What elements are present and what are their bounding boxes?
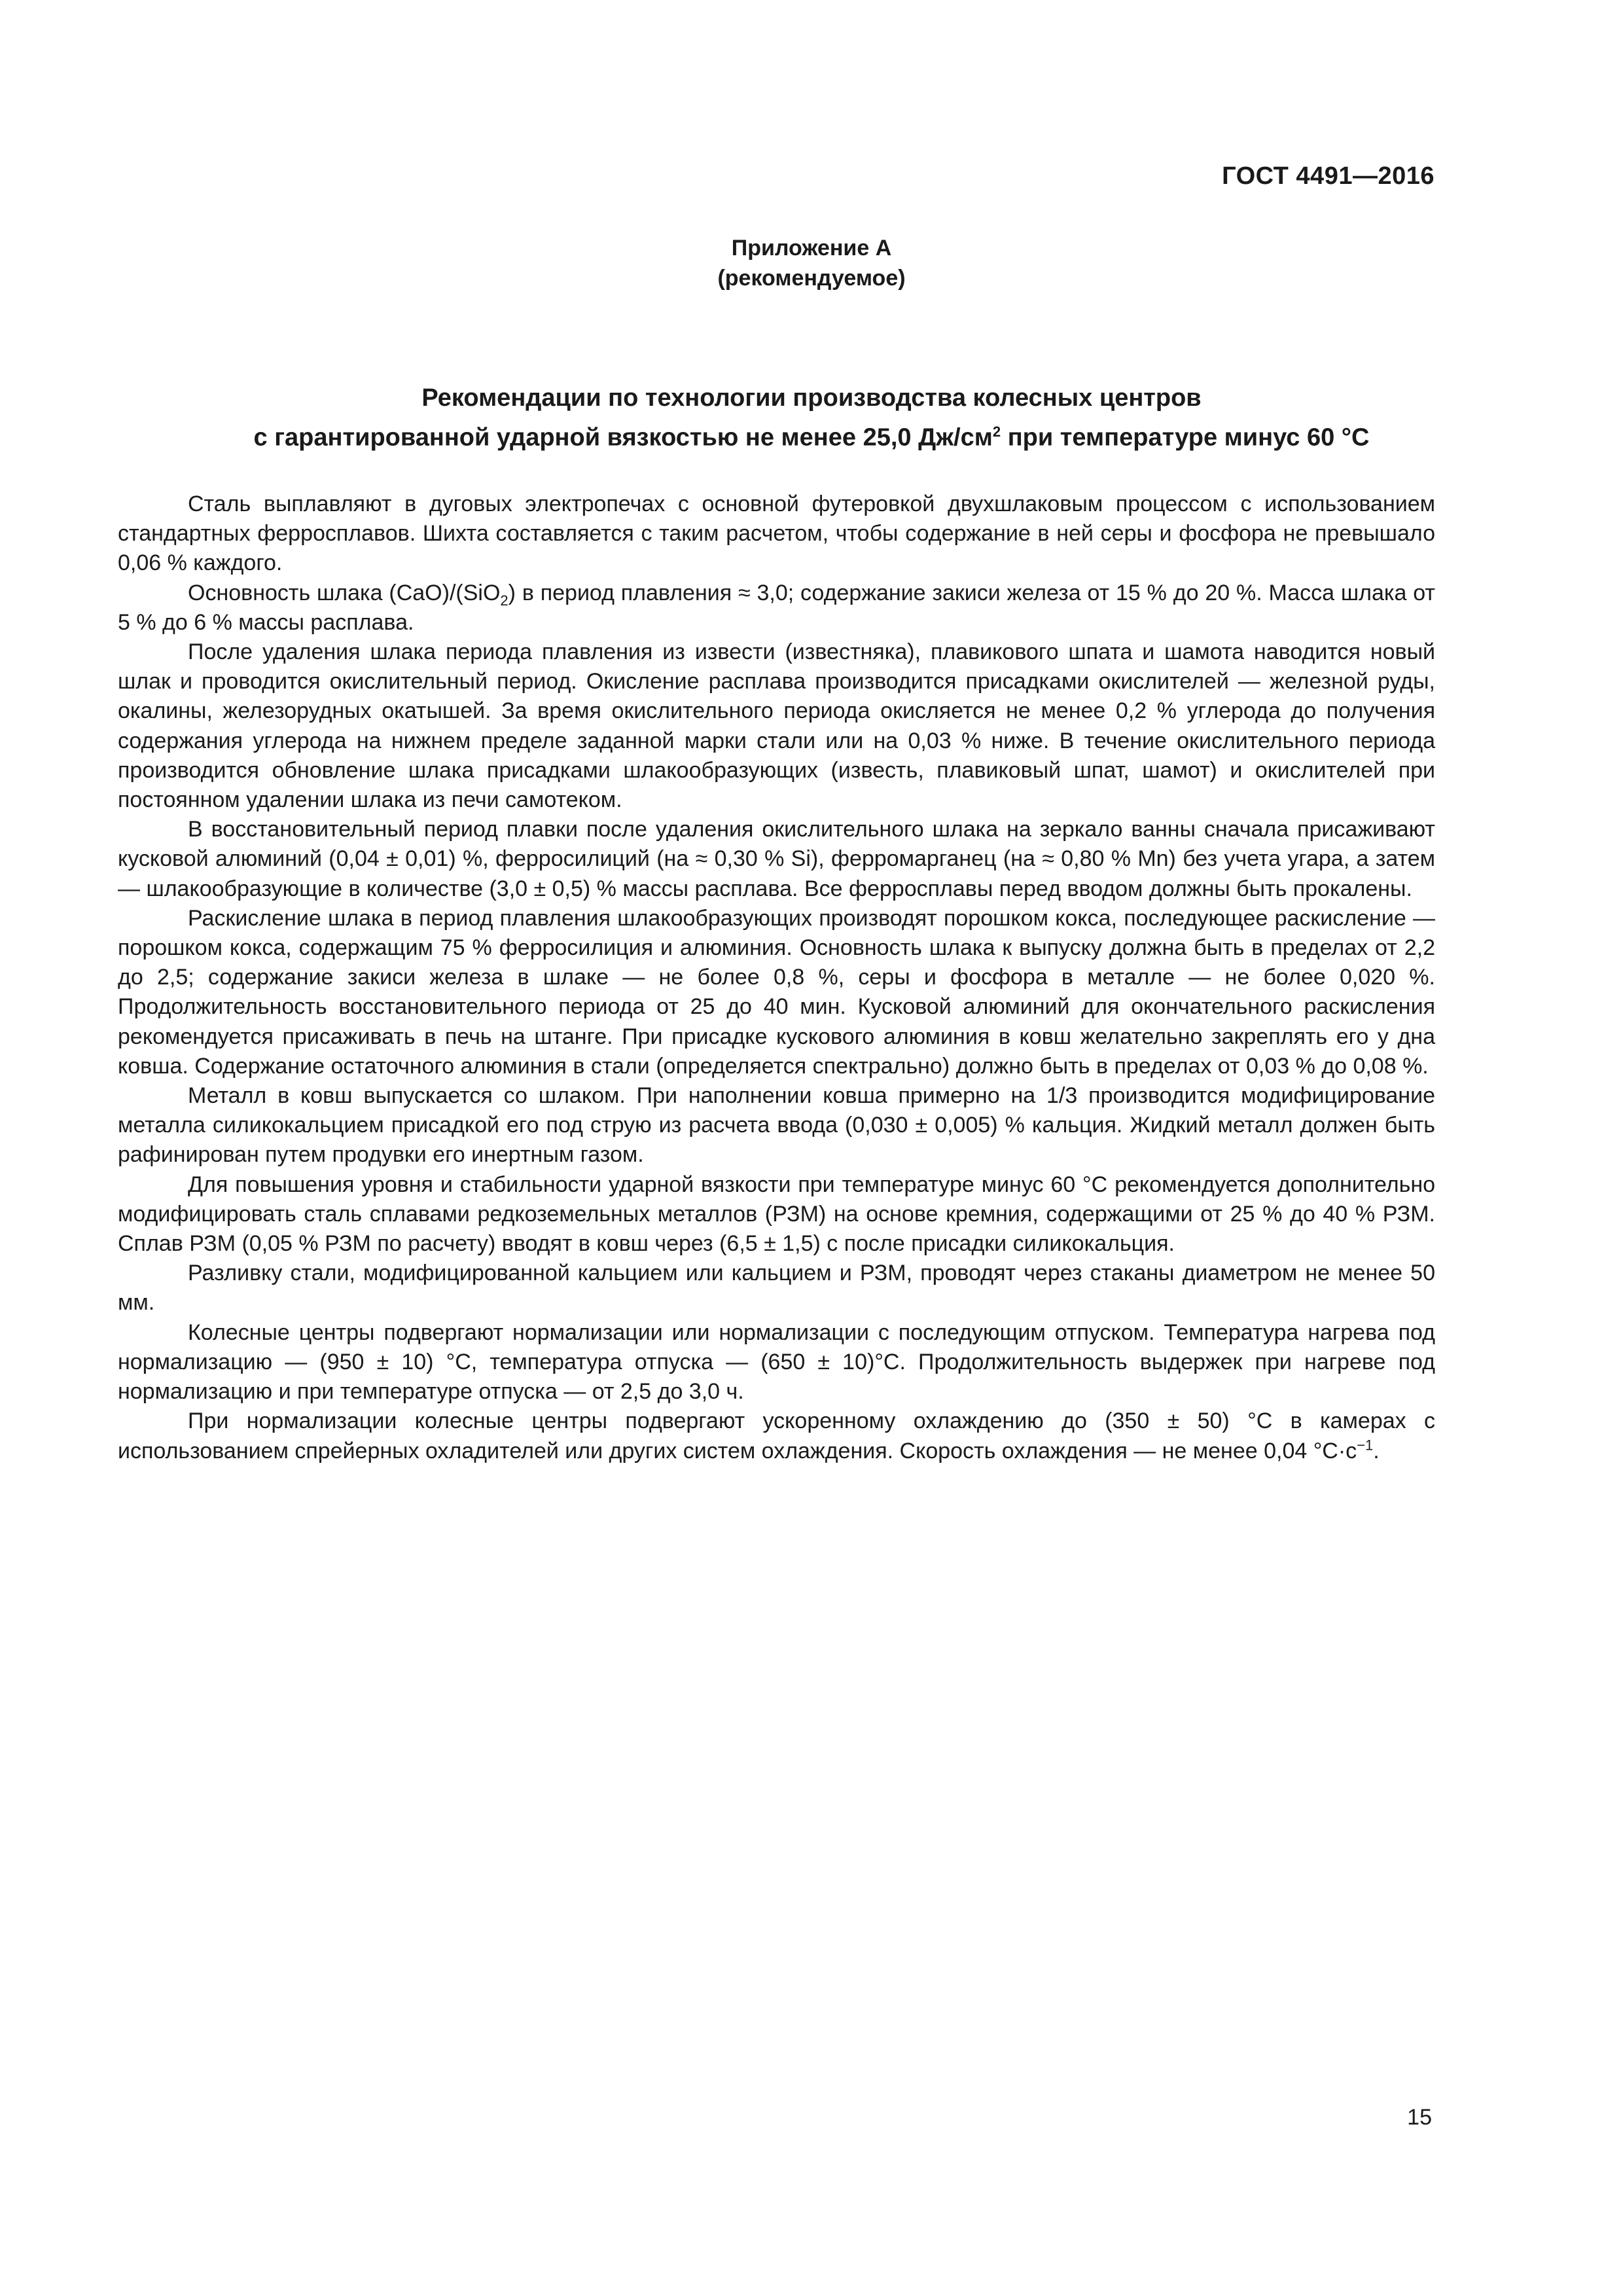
document-title [118,381,1505,455]
title-line-2-end: при температуре минус 60 °С [1001,423,1370,452]
page-number: 15 [1407,2105,1432,2130]
paragraph-2-end: ) в период плавления ≈ 3,0; содержание закиси железа от 15 % до 20 %. Масса шлака от 5 % до 6 % массы расплава. [118,580,1435,635]
paragraph-10-superscript: −1 [1357,1437,1374,1454]
paragraph-10-end: . [1373,1438,1380,1463]
paragraph-5: Раскисление шлака в период плавления шлакообразующих производят порошком кокса, последующее раскисление — порошком кокса, содержащим 75 % ферросилиция и алюминия. Основность шлака к выпуску должна быть в пределах от 2,2 до 2,5; содержание закиси железа в шлаке — не более 0,8 %, серы и фосфора в металле — не более 0,020 %. Продолжительность восстановительного периода от 25 до 40 мин. Кусковой алюминий для окончательного раскисления рекомендуется присаживать в печь на штанге. При присадке кускового алюминия в ковш желательно закреплять его у дна ковша. Содержание остаточного алюминия в стали (определяется спектрально) должно быть в пределах от 0,03 % до 0,08 %. [118,905,1435,1079]
title-line-1: Рекомендации по технологии производства колесных центров [421,384,1202,412]
paragraph-2-start: Основность шлака (CaO)/(SiO [188,580,501,605]
paragraph-10 [118,1407,1435,1465]
document-code: ГОСТ 4491—2016 [1222,162,1435,190]
paragraph-10-start: При нормализации колесные центры подвергают ускоренному охлаждению до (350 ± 50) °С в камерах с использованием спрейерных охладителей или других систем охлаждения. Скорость охлаждения — не менее 0,04 °С·с [118,1408,1435,1463]
paragraph-2-subscript: 2 [500,592,508,609]
paragraph-7: Для повышения уровня и стабильности ударной вязкости при температуре минус 60 °С рекомендуется дополнительно модифицировать сталь сплавами редкоземельных металлов (РЗМ) на основе кремния, содержащими от 25 % до 40 % РЗМ. Сплав РЗМ (0,05 % РЗМ по расчету) вводят в ковш через (6,5 ± 1,5) с после присадки силикокальция. [118,1172,1435,1257]
paragraph-4: В восстановительный период плавки после удаления окислительного шлака на зеркало ванны сначала присаживают кусковой алюминий (0,04 ± 0,01) %, ферросилиций (на ≈ 0,30 % Si), ферромарганец (на ≈ 0,80 % Mn) без учета угара, а затем — шлакообразующие в количестве (3,0 ± 0,5) % массы расплава. Все ферросплавы перед вводом должны быть прокалены. [118,817,1435,901]
annex-heading [0,233,1623,293]
paragraph-9: Колесные центры подвергают нормализации или нормализации с последующим отпуском. Температура нагрева под нормализацию — (950 ± 10) °С, температура отпуска — (650 ± 10)°С. Продолжительность выдержек при нагреве под нормализацию и при температуре отпуска — от 2,5 до 3,0 ч. [118,1319,1435,1405]
paragraph-8: Разливку стали, модифицированной кальцием или кальцием и РЗМ, проводят через стаканы диаметром не менее 50 мм. [118,1261,1435,1316]
paragraph-2 [118,579,1435,637]
paragraph-1: Сталь выплавляют в дуговых электропечах с основной футеровкой двухшлаковым процессом с использованием стандартных ферросплавов. Шихта составляется с таким расчетом, чтобы содержание в ней серы и фосфора не превышало 0,06 % каждого. [118,492,1435,576]
title-line-2-start: с гарантированной ударной вязкостью не менее 25,0 Дж/см [253,423,993,452]
title-superscript: 2 [992,423,1001,440]
title-line-2 [118,415,1505,455]
document-body [118,490,1435,1466]
annex-label: Приложение А [731,236,892,260]
paragraph-6: Металл в ковш выпускается со шлаком. При наполнении ковша примерно на 1/3 производится модифицирование металла силикокальцием присадкой его под струю из расчета ввода (0,030 ± 0,005) % кальция. Жидкий металл должен быть рафинирован путем продувки его инертным газом. [118,1083,1435,1168]
annex-status: (рекомендуемое) [717,266,906,291]
paragraph-3: После удаления шлака периода плавления из извести (известняка), плавикового шпата и шамота наводится новый шлак и проводится окислительный период. Окисление расплава производится присадками окислителей — железной руды, окалины, железорудных окатышей. За время окислительного периода окисляется не менее 0,2 % углерода до получения содержания углерода на нижнем пределе заданной марки стали или на 0,03 % ниже. В течение окислительного периода производится обновление шлака присадками шлакообразующих (известь, плавиковый шпат, шамот) и окислителей при постоянном удалении шлака из печи самотеком. [118,639,1435,813]
